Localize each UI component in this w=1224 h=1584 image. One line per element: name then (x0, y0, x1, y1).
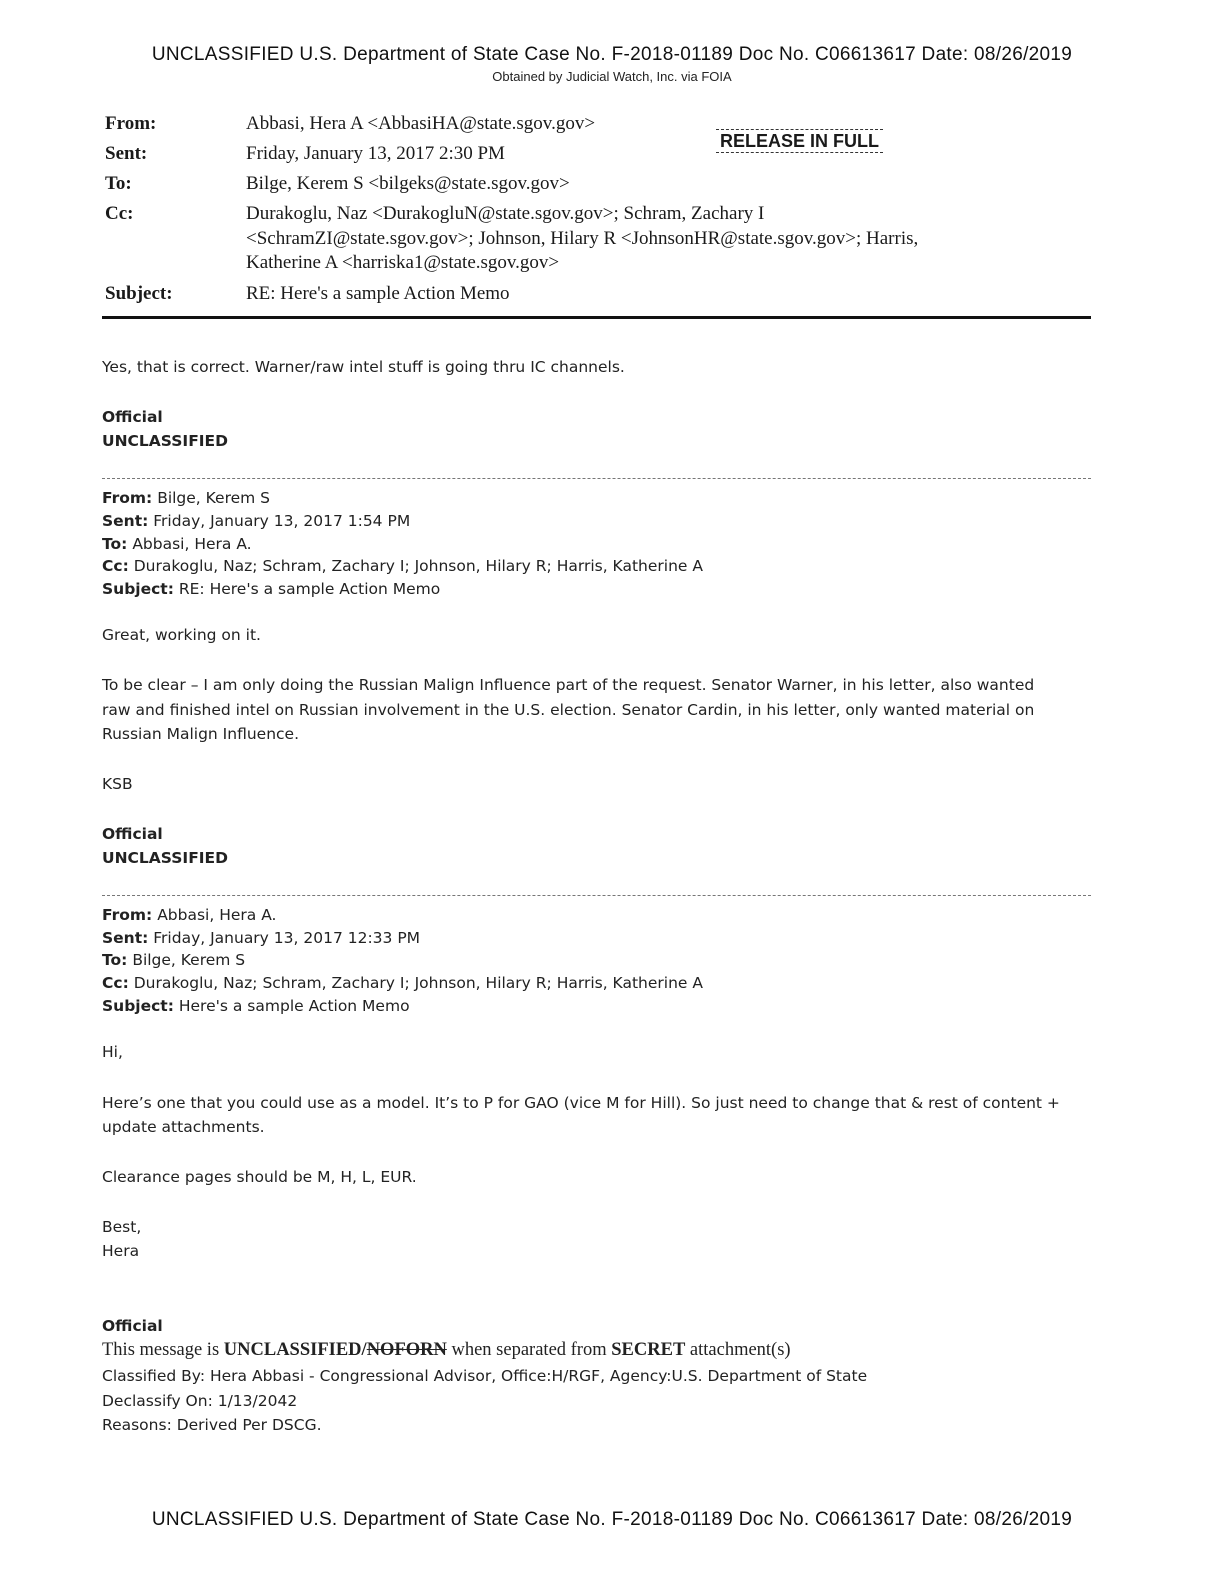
msg3-to-row (102, 948, 1092, 973)
msg3-subject-row (102, 994, 1092, 1019)
message-separator (102, 478, 1091, 479)
msg1-marking-official: Official (102, 408, 163, 426)
msg3-sent-row (102, 926, 1092, 951)
msg2-cc-value: Durakoglu, Naz; Schram, Zachary I; Johnson, Hilary R; Harris, Katherine A (133, 557, 703, 575)
msg3-from-label: From: (102, 906, 153, 924)
msg3-greeting: Hi, (102, 1043, 123, 1061)
msg2-subject-value: RE: Here's a sample Action Memo (178, 580, 441, 598)
header-sent-value: Friday, January 13, 2017 2:30 PM (246, 143, 505, 164)
msg3-marking-official: Official (102, 1317, 163, 1335)
msg3-body-1-line-2: update attachments. (102, 1118, 265, 1136)
msg2-from-label: From: (102, 489, 153, 507)
msg3-name: Hera (102, 1242, 140, 1260)
header-divider (102, 316, 1091, 319)
classification-banner-top: UNCLASSIFIED U.S. Department of State Case No. F-2018-01189 Doc No. C06613617 Date: 08/26/2019 (151, 44, 1073, 65)
classification-text-mid: when separated from (446, 1340, 612, 1360)
classification-noforn-struck: NOFORN (366, 1340, 447, 1360)
msg2-sent-value: Friday, January 13, 2017 1:54 PM (153, 512, 411, 530)
msg2-to-label: To: (102, 535, 128, 553)
msg3-to-value: Bilge, Kerem S (132, 951, 246, 969)
msg3-declassify-on: Declassify On: 1/13/2042 (102, 1392, 298, 1410)
header-from-value: Abbasi, Hera A <AbbasiHA@state.sgov.gov> (246, 113, 596, 134)
msg3-subject-value: Here's a sample Action Memo (178, 997, 410, 1015)
header-cc-line-3: Katherine A <harriska1@state.sgov.gov> (246, 252, 560, 273)
header-cc-value (246, 202, 1036, 276)
msg3-classification-line (102, 1338, 1092, 1363)
msg3-cc-row (102, 971, 1092, 996)
msg3-body-2: Clearance pages should be M, H, L, EUR. (102, 1168, 417, 1186)
header-cc-line-2: <SchramZI@state.sgov.gov>; Johnson, Hilary R <JohnsonHR@state.sgov.gov>; Harris, (246, 227, 919, 249)
msg3-sent-label: Sent: (102, 929, 149, 947)
msg2-sent-row (102, 509, 1092, 534)
header-subject-value: RE: Here's a sample Action Memo (246, 283, 510, 304)
msg2-from-row (102, 486, 1092, 511)
msg1-body: Yes, that is correct. Warner/raw intel stuff is going thru IC channels. (102, 358, 625, 376)
msg3-to-label: To: (102, 951, 128, 969)
msg2-to-value: Abbasi, Hera A. (132, 535, 252, 553)
msg3-from-value: Abbasi, Hera A. (157, 906, 277, 924)
msg2-to-row (102, 532, 1092, 557)
msg2-body-2-line-2: raw and finished intel on Russian involvement in the U.S. election. Senator Cardin, in his letter, only wanted material on (102, 701, 1035, 719)
msg2-subject-row (102, 577, 1092, 602)
classification-secret: SECRET (611, 1340, 686, 1360)
msg2-cc-row (102, 554, 1092, 579)
classification-text-post: attachment(s) (685, 1340, 791, 1360)
msg2-signoff: KSB (102, 775, 133, 793)
msg2-body-1: Great, working on it. (102, 626, 261, 644)
msg2-from-value: Bilge, Kerem S (157, 489, 271, 507)
msg3-cc-value: Durakoglu, Naz; Schram, Zachary I; Johnson, Hilary R; Harris, Katherine A (133, 974, 703, 992)
header-cc-line-1: Durakoglu, Naz <DurakogluN@state.sgov.gov>; Schram, Zachary I (246, 203, 765, 224)
release-stamp: RELEASE IN FULL (716, 129, 883, 153)
msg2-body-2-line-3: Russian Malign Influence. (102, 725, 300, 743)
header-subject-label: Subject: (105, 283, 173, 304)
msg2-body-2-line-1: To be clear – I am only doing the Russian Malign Influence part of the request. Senator Warner, in his letter, also wanted (102, 676, 1035, 694)
msg3-subject-label: Subject: (102, 997, 174, 1015)
msg2-sent-label: Sent: (102, 512, 149, 530)
classification-text-pre: This message is (102, 1340, 224, 1360)
foia-source-note: Obtained by Judicial Watch, Inc. via FOIA (492, 69, 732, 84)
msg3-closing: Best, (102, 1218, 142, 1236)
msg1-marking-unclassified: UNCLASSIFIED (102, 432, 229, 450)
msg2-marking-unclassified: UNCLASSIFIED (102, 849, 229, 867)
msg2-subject-label: Subject: (102, 580, 174, 598)
msg3-body-1-line-1: Here’s one that you could use as a model. It’s to P for GAO (vice M for Hill). So just need to change that & rest of content + (102, 1094, 1060, 1112)
header-cc-label: Cc: (105, 203, 134, 224)
header-to-value: Bilge, Kerem S <bilgeks@state.sgov.gov> (246, 173, 570, 194)
classification-unclassified: UNCLASSIFIED/ (223, 1340, 367, 1360)
msg3-from-row (102, 903, 1092, 928)
msg3-sent-value: Friday, January 13, 2017 12:33 PM (153, 929, 421, 947)
msg3-cc-label: Cc: (102, 974, 129, 992)
classification-banner-bottom: UNCLASSIFIED U.S. Department of State Case No. F-2018-01189 Doc No. C06613617 Date: 08/26/2019 (151, 1509, 1073, 1530)
header-from-label: From: (105, 113, 157, 134)
msg3-reasons: Reasons: Derived Per DSCG. (102, 1416, 322, 1434)
msg2-cc-label: Cc: (102, 557, 129, 575)
header-sent-label: Sent: (105, 143, 148, 164)
message-separator (102, 895, 1091, 896)
msg3-classified-by: Classified By: Hera Abbasi - Congressional Advisor, Office:H/RGF, Agency:U.S. Department of State (102, 1367, 868, 1385)
msg2-marking-official: Official (102, 825, 163, 843)
header-to-label: To: (105, 173, 132, 194)
